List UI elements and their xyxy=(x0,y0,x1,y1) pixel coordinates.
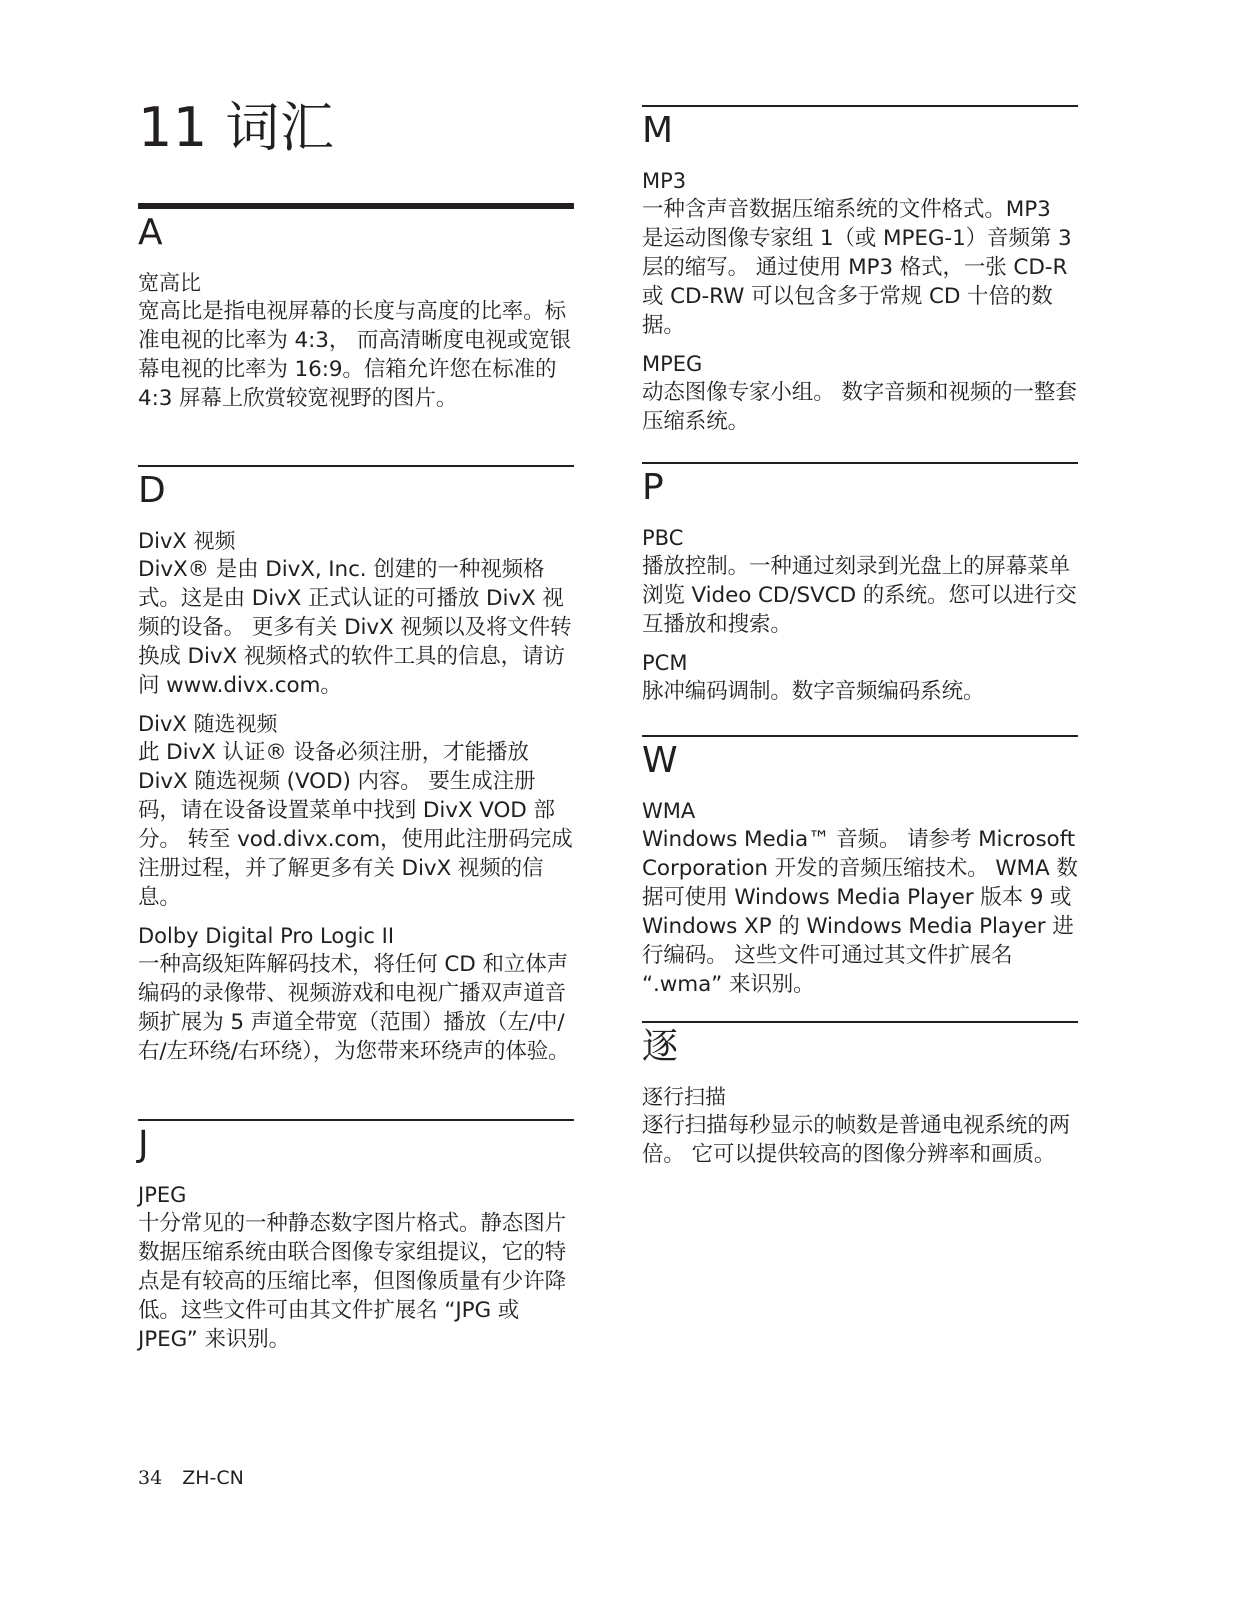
section-divider xyxy=(138,203,574,209)
section-divider xyxy=(642,105,1078,107)
glossary-definition: 此 DivX 认证® 设备必须注册，才能播放 DivX 随选视频 (VOD) 内容。 要生成注册码，请在设备设置菜单中找到 DivX VOD 部分。 转至 vod.divx.com，使用此注册码完成注册过程，并了解更多有关 DivX 视频的信息。 xyxy=(138,740,573,910)
glossary-definition: Windows Media™ 音频。 请参考 Microsoft Corporation 开发的音频压缩技术。 WMA 数据可使用 Windows Media Player 版本 9 或 Windows XP 的 Windows Media Player 进行编码。 这些文件可通过其文件扩展名 “.wma” 来识别。 xyxy=(642,827,1078,997)
page-footer xyxy=(138,1466,244,1490)
glossary-entry xyxy=(642,167,1078,340)
section-letter: W xyxy=(642,740,678,781)
glossary-entry xyxy=(642,350,1078,436)
glossary-entry xyxy=(642,1083,1078,1169)
glossary-term: PCM xyxy=(642,651,688,675)
glossary-term: 逐行扫描 xyxy=(642,1085,726,1109)
section-divider xyxy=(138,1119,574,1121)
section-letter: A xyxy=(138,212,163,253)
glossary-term: DivX 随选视频 xyxy=(138,712,278,736)
glossary-definition: 播放控制。一种通过刻录到光盘上的屏幕菜单浏览 Video CD/SVCD 的系统。您可以进行交互播放和搜索。 xyxy=(642,554,1077,637)
page-number: 34 xyxy=(138,1467,163,1489)
section-divider xyxy=(642,1021,1078,1023)
section-divider xyxy=(642,462,1078,464)
glossary-definition: 脉冲编码调制。数字音频编码系统。 xyxy=(642,679,985,704)
section-divider xyxy=(138,465,574,467)
glossary-definition: 一种含声音数据压缩系统的文件格式。MP3 是运动图像专家组 1（或 MPEG-1）音频第 3 层的缩写。 通过使用 MP3 格式，一张 CD-R 或 CD-RW 可以包含多于常规 CD 十倍的数据。 xyxy=(642,197,1072,338)
section-divider xyxy=(642,735,1078,737)
language-code: ZH-CN xyxy=(182,1467,244,1489)
section-letter: J xyxy=(138,1124,149,1165)
glossary-section-zhu xyxy=(642,1021,1078,1179)
glossary-entry xyxy=(138,527,574,700)
glossary-section-d xyxy=(138,465,574,1076)
glossary-definition: DivX® 是由 DivX, Inc. 创建的一种视频格式。这是由 DivX 正式认证的可播放 DivX 视频的设备。 更多有关 DivX 视频以及将文件转换成 DivX 视频格式的软件工具的信息，请访问 www.divx.com。 xyxy=(138,557,572,698)
glossary-term: Dolby Digital Pro Logic II xyxy=(138,924,395,948)
section-letter: M xyxy=(642,110,674,151)
glossary-entry xyxy=(138,269,574,413)
glossary-entry xyxy=(138,710,574,912)
section-letter: P xyxy=(642,467,664,508)
glossary-term: MP3 xyxy=(642,169,687,193)
glossary-entry xyxy=(642,797,1078,999)
glossary-term: PBC xyxy=(642,526,684,550)
glossary-section-p xyxy=(642,462,1078,716)
glossary-term: DivX 视频 xyxy=(138,529,236,553)
glossary-term: 宽高比 xyxy=(138,271,201,295)
glossary-term: JPEG xyxy=(138,1183,187,1207)
section-letter: 逐 xyxy=(642,1026,679,1067)
glossary-section-w xyxy=(642,735,1078,1009)
glossary-section-m xyxy=(642,105,1078,446)
glossary-definition: 一种高级矩阵解码技术，将任何 CD 和立体声编码的录像带、视频游戏和电视广播双声道音频扩展为 5 声道全带宽（范围）播放（左/中/右/左环绕/右环绕），为您带来环绕声的体验。 xyxy=(138,952,570,1064)
glossary-definition: 宽高比是指电视屏幕的长度与高度的比率。标准电视的比率为 4:3， 而高清晰度电视或宽银幕电视的比率为 16:9。信箱允许您在标准的 4:3 屏幕上欣赏较宽视野的图片。 xyxy=(138,299,571,411)
chapter-title: 11 词汇 xyxy=(138,96,335,159)
glossary-entry xyxy=(642,524,1078,639)
glossary-definition: 十分常见的一种静态数字图片格式。静态图片数据压缩系统由联合图像专家组提议，它的特点是有较高的压缩比率，但图像质量有少许降低。这些文件可由其文件扩展名 “JPG 或 JPEG” 来识别。 xyxy=(138,1211,567,1352)
glossary-entry xyxy=(138,922,574,1066)
glossary-section-a xyxy=(138,203,574,423)
glossary-term: WMA xyxy=(642,799,696,823)
glossary-definition: 动态图像专家小组。 数字音频和视频的一整套压缩系统。 xyxy=(642,380,1077,434)
glossary-definition: 逐行扫描每秒显示的帧数是普通电视系统的两倍。 它可以提供较高的图像分辨率和画质。 xyxy=(642,1113,1071,1167)
glossary-entry xyxy=(642,649,1078,706)
section-letter: D xyxy=(138,470,166,511)
glossary-section-j xyxy=(138,1119,574,1364)
glossary-entry xyxy=(138,1181,574,1354)
glossary-term: MPEG xyxy=(642,352,703,376)
